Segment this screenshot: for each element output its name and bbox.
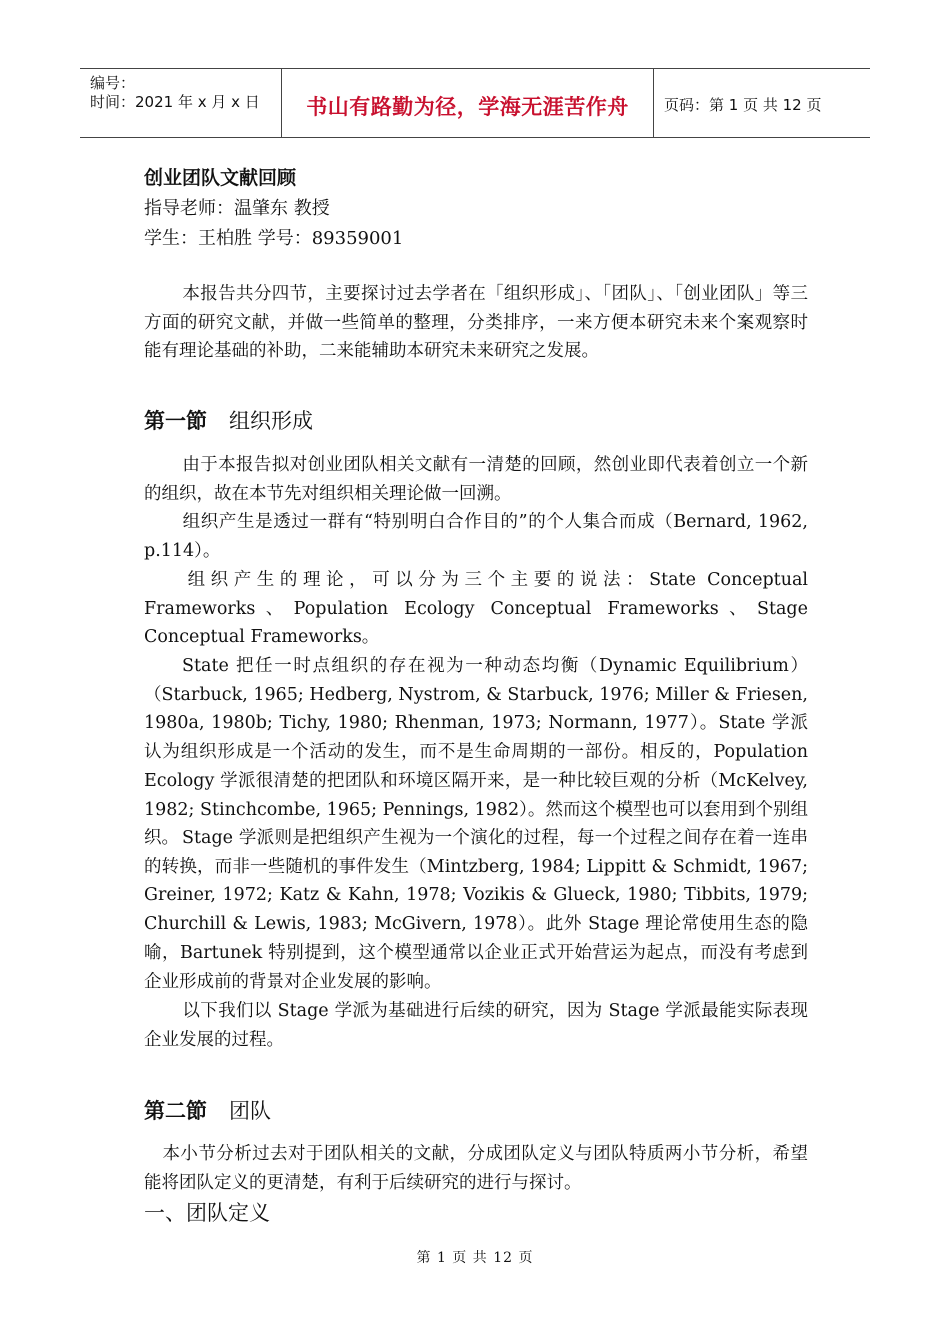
section-1-number: 第一節 — [144, 409, 207, 433]
section-2-heading — [144, 1095, 271, 1125]
section-1-paragraph — [144, 566, 808, 652]
paragraph-text: 以下我们以 Stage 学派为基础进行后续的研究，因为 Stage 学派最能实际表现企业发展的过程。 — [144, 1001, 808, 1050]
intro-text: 本报告共分四节，主要探讨过去学者在「组织形成」、「团队」、「创业团队」等三方面的研究文献，并做一些简单的整理，分类排序，一来方便本研究未来个案观察时能有理论基础的补助，二来能辅助本研究未来研究之发展。 — [144, 284, 808, 362]
date-label: 时间：2021 年 x 月 x 日 — [90, 93, 260, 111]
paragraph-text: Stage 学派则是把组织产生视为一个演化的过程，每一个过程之间存在着一连串的转换，而非一些随机的事件发生（Mintzberg, 1984; Lippitt & Schmidt, 1967; Greiner, 1972; Katz & Kahn, 1978; Vozikis & Glueck, 1980; Tibbits, 1979; Churchill & Lewis, 1983; McGivern, 1978）。此外 Stage 理论常使用生态的隐喻，Bartunek 特别提到，这个模型通常以企业正式开始营运为起点，而没有考虑到企业形成前的背景对企业发展的影响。 — [144, 828, 808, 992]
code-label: 编号： — [90, 74, 136, 92]
section-1-paragraph — [144, 652, 808, 853]
section-1-paragraph — [144, 824, 808, 996]
header-table — [80, 68, 870, 138]
header-motto-cell — [282, 69, 654, 137]
paragraph-text: 由于本报告拟对创业团队相关文献有一清楚的回顾，然创业即代表着创立一个新的组织，故在本节先对组织相关理论做一回溯。 — [144, 455, 808, 504]
intro-paragraph — [144, 280, 808, 366]
header-info-cell — [80, 69, 282, 137]
paragraph-text: 本小节分析过去对于团队相关的文献，分成团队定义与团队特质两小节分析，希望能将团队定义的更清楚，有利于后续研究的进行与探讨。 — [144, 1144, 808, 1193]
page-label: 页码：第 1 页 共 12 页 — [664, 96, 822, 114]
page-footer: 第 1 页 共 12 页 — [416, 1250, 534, 1266]
paragraph-text: 组织产生的理论，可以分为三个主要的说法：State Conceptual Frameworks、Population Ecology Conceptual Frameworks、Stage Conceptual Frameworks。 — [144, 570, 808, 648]
subheading-team-definition: 一、团队定义 — [144, 1201, 270, 1225]
document-title: 创业团队文献回顾 — [144, 167, 297, 189]
section-2-number: 第二節 — [144, 1099, 207, 1123]
header-page-cell — [654, 69, 870, 137]
paragraph-text: State 把任一时点组织的存在视为一种动态均衡（Dynamic Equilibrium）（Starbuck, 1965; Hedberg, Nystrom, & Starbuck, 1976; Miller & Friesen, 1980a, 1980b; Tichy, 1980; Rhenman, 1973; Normann, 1977）。State 学派认为组织形成是一个活动的发生，而不是生命周期的一部份。相反的，Population Ecology 学派很清楚的把团队和环境区隔开来，是一种比较巨观的分析（McKelvey, 1982; Stinchcombe, 1965; Pennings, 1982）。然而这个模型也可以套用到个别组织。 — [144, 656, 808, 849]
student-line: 学生：王柏胜 学号：89359001 — [144, 228, 404, 249]
section-1-paragraph — [144, 997, 808, 1054]
section-1-title: 组织形成 — [229, 409, 313, 433]
motto-text: 书山有路勤为径，学海无涯苦作舟 — [306, 95, 629, 119]
section-2-paragraph — [144, 1140, 808, 1197]
section-2-title: 团队 — [229, 1099, 271, 1123]
advisor-line: 指导老师：温肇东 教授 — [144, 198, 330, 219]
section-1-paragraph — [144, 508, 808, 565]
section-1-paragraph — [144, 451, 808, 508]
section-1-heading — [144, 405, 313, 435]
paragraph-text: 组织产生是透过一群有“特别明白合作目的”的个人集合而成（Bernard, 1962, p.114）。 — [144, 512, 808, 561]
